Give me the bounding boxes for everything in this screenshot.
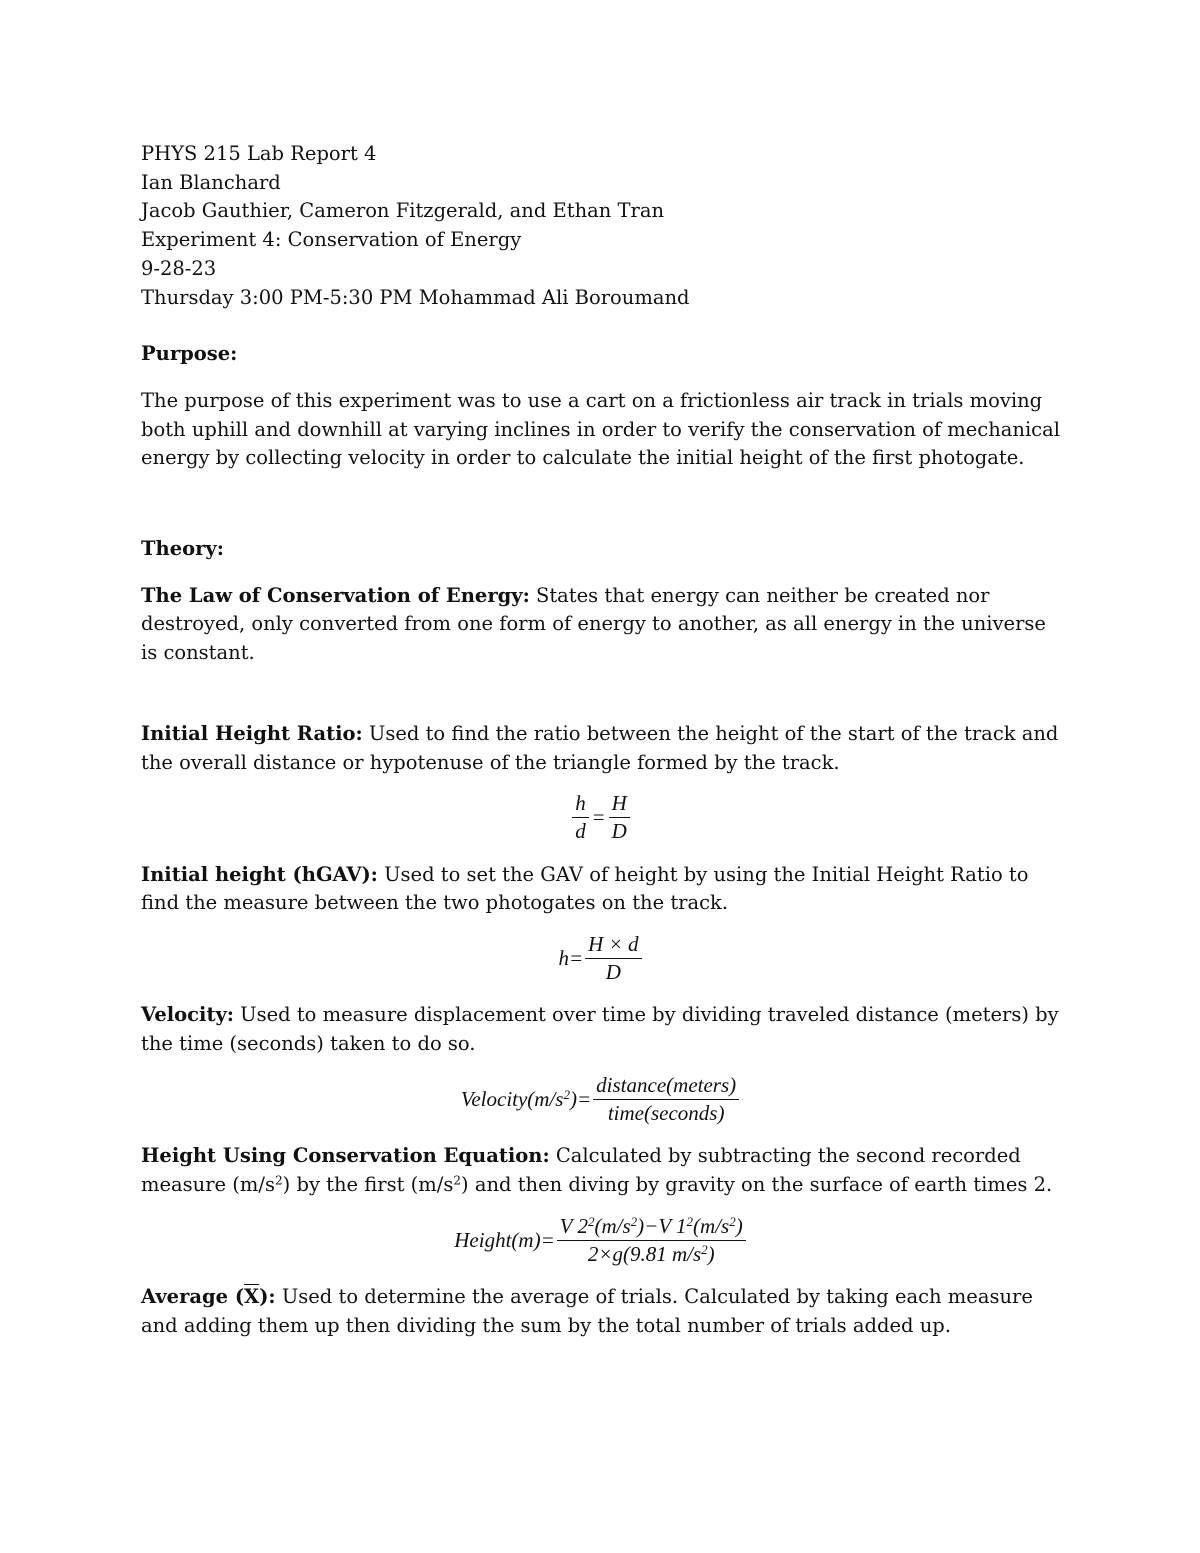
ratio-denominator-right: D [611, 819, 627, 844]
average-term [141, 1285, 276, 1308]
average-text: Used to determine the average of trials. Calculated by taking each measure and adding them up then dividing the sum by the total number of trials added up. [141, 1284, 1033, 1337]
experiment-title: Experiment 4: Conservation of Energy [141, 228, 522, 252]
height-conservation-equation [141, 1214, 1061, 1267]
average-paragraph [141, 1283, 1061, 1340]
height-den-part-b: ) [707, 1241, 715, 1266]
initial-height-denominator: D [605, 960, 621, 985]
height-den-part-a: 2×g(9.81 m/s [587, 1241, 702, 1266]
purpose-text: The purpose of this experiment was to use a cart on a frictionless air track in trials moving both uphill and downhill at varying inclines in order to verify the conservation of mechanical energy by collecting velocity in order to calculate the initial height of the first photogate. [141, 388, 1060, 470]
report-date: 9-28-23 [141, 256, 217, 280]
ratio-numerator-right: H [609, 791, 630, 818]
author-name: Ian Blanchard [141, 170, 281, 194]
velocity-lhs [461, 1087, 591, 1112]
initial-height-text: Used to set the GAV of height by using the Initial Height Ratio to find the measure between the two photogates on the track. [141, 862, 1029, 915]
height-num-part-d: (m/s [693, 1213, 730, 1238]
height-num-part-e: ) [735, 1213, 743, 1238]
velocity-lhs-close: )= [570, 1086, 592, 1111]
lab-partners: Jacob Gauthier, Cameron Fitzgerald, and Ethan Tran [141, 199, 665, 223]
ratio-text: Used to find the ratio between the height of the start of the track and the overall distance or hypotenuse of the triangle formed by the track. [141, 721, 1059, 774]
height-num-part-c: )−V 1 [637, 1213, 687, 1238]
course-title: PHYS 215 Lab Report 4 [141, 142, 377, 165]
velocity-text: Used to measure displacement over time by dividing traveled distance (meters) by the time (seconds) taken to do so. [141, 1003, 1059, 1056]
velocity-equation [141, 1073, 1061, 1126]
ratio-denominator-left: d [575, 819, 586, 844]
initial-height-term: Initial height (hGAV): [141, 862, 378, 886]
height-num-sup-2: 2 [630, 1213, 638, 1229]
average-symbol: $\overline{X}$ [244, 1284, 260, 1308]
initial-height-numerator: H × d [585, 932, 641, 959]
height-conservation-text-b: ) by the first (m/s [282, 1172, 454, 1196]
velocity-lhs-main: Velocity(m/s [460, 1086, 564, 1111]
theory-heading: Theory: [141, 537, 224, 561]
velocity-paragraph [141, 1001, 1061, 1058]
velocity-lhs-exponent: 2 [563, 1086, 570, 1102]
height-den-sup: 2 [701, 1241, 708, 1257]
initial-height-paragraph [141, 861, 1061, 918]
lab-report-page [141, 140, 1061, 1340]
velocity-numerator: distance(meters) [593, 1073, 739, 1100]
law-of-conservation-paragraph [141, 582, 1061, 668]
average-term-b: ): [259, 1284, 276, 1308]
initial-height-ratio-paragraph [141, 720, 1061, 777]
height-num-sup-1: 2 [587, 1213, 595, 1229]
velocity-term: Velocity: [141, 1003, 234, 1027]
purpose-heading: Purpose: [141, 342, 238, 366]
initial-height-fraction [585, 932, 641, 985]
report-header [141, 140, 1061, 312]
law-text: States that energy can neither be created nor destroyed, only converted from one form of energy to another, as all energy in the universe is constant. [141, 583, 1046, 665]
law-term: The Law of Conservation of Energy: [141, 583, 530, 607]
velocity-fraction [593, 1073, 739, 1126]
height-num-sup-3: 2 [686, 1213, 694, 1229]
height-conservation-text-a: Calculated by subtracting the second recorded measure (m/s [141, 1144, 1021, 1196]
height-equation-denominator [585, 1241, 718, 1267]
initial-height-equation [141, 932, 1061, 985]
height-equation-lhs: Height(m)= [454, 1227, 555, 1252]
height-equation-numerator [557, 1214, 746, 1241]
height-equation-fraction [557, 1214, 746, 1267]
ratio-equation [141, 791, 1061, 844]
height-conservation-sup-2: 2 [453, 1173, 462, 1188]
ratio-equals: = [592, 805, 605, 830]
height-conservation-paragraph [141, 1142, 1061, 1199]
average-term-a: Average ( [141, 1284, 245, 1308]
velocity-denominator: time(seconds) [607, 1101, 725, 1125]
height-conservation-term: Height Using Conservation Equation: [141, 1144, 550, 1168]
ratio-fraction-right [609, 791, 630, 844]
initial-height-lhs: h= [558, 946, 584, 971]
lab-session: Thursday 3:00 PM-5:30 PM Mohammad Ali Boroumand [141, 285, 690, 309]
height-conservation-sup-1: 2 [274, 1173, 283, 1188]
height-num-part-a: V 2 [559, 1213, 588, 1238]
ratio-fraction-left [572, 791, 589, 844]
height-num-part-b: (m/s [594, 1213, 631, 1238]
height-conservation-text-c: ) and then diving by gravity on the surface of earth times 2. [461, 1172, 1053, 1196]
ratio-numerator-left: h [572, 791, 589, 818]
ratio-term: Initial Height Ratio: [141, 721, 363, 745]
height-num-sup-4: 2 [729, 1213, 736, 1229]
